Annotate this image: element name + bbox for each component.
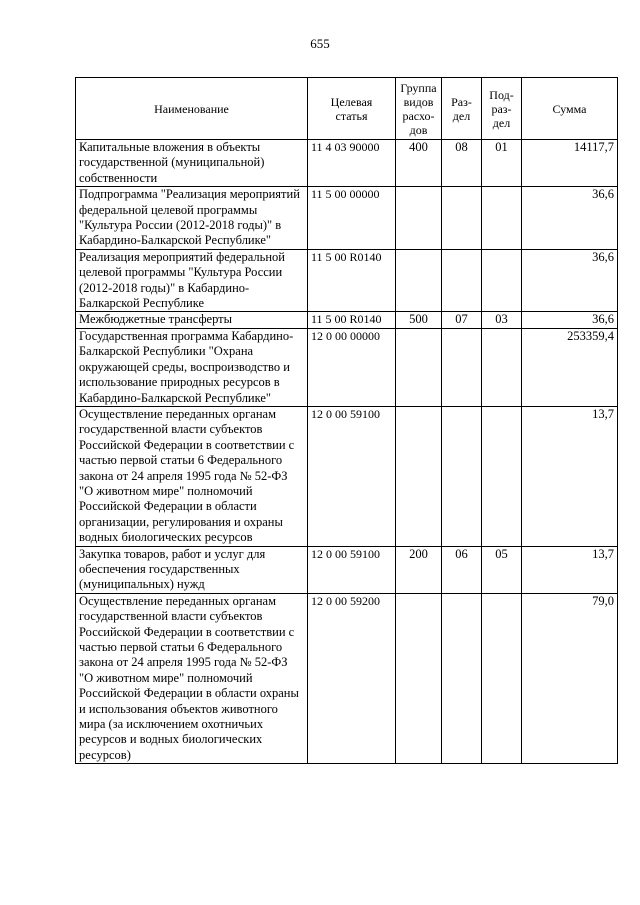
row-sum: 36,6 bbox=[522, 187, 618, 250]
header-sum: Сумма bbox=[522, 78, 618, 140]
table-row bbox=[76, 406, 618, 546]
row-name: Подпрограмма "Реализация мероприятий федеральной целевой программы "Культура России (2012-2018 годы)" в Кабардино-Балкарской Республике" bbox=[76, 187, 308, 250]
row-target: 11 4 03 90000 bbox=[308, 140, 396, 187]
row-name: Капитальные вложения в объекты государственной (муниципальной) собственности bbox=[76, 140, 308, 187]
row-name: Осуществление переданных органам государственной власти субъектов Российской Федерации в соответствии с частью первой статьи 6 Федерального закона от 24 апреля 1995 года № 52-ФЗ "О животном мире" полномочий Российской Федерации в области охраны и использования объектов животного мира (за исключением охотничьих ресурсов и водных биологических ресурсов) bbox=[76, 593, 308, 763]
header-expense-group: Группа видов расхо- дов bbox=[396, 78, 442, 140]
row-subsection: 03 bbox=[482, 312, 522, 328]
table-row bbox=[76, 187, 618, 250]
table-row bbox=[76, 593, 618, 763]
row-subsection: 05 bbox=[482, 546, 522, 593]
header-name: Наименование bbox=[76, 78, 308, 140]
row-group bbox=[396, 406, 442, 546]
row-group bbox=[396, 328, 442, 406]
row-name: Межбюджетные трансферты bbox=[76, 312, 308, 328]
row-group bbox=[396, 593, 442, 763]
row-target: 12 0 00 00000 bbox=[308, 328, 396, 406]
header-section: Раз- дел bbox=[442, 78, 482, 140]
row-section bbox=[442, 249, 482, 312]
row-section: 07 bbox=[442, 312, 482, 328]
row-section bbox=[442, 187, 482, 250]
row-group bbox=[396, 187, 442, 250]
row-subsection bbox=[482, 328, 522, 406]
header-target: Целевая статья bbox=[308, 78, 396, 140]
table-row bbox=[76, 140, 618, 187]
row-sum: 14117,7 bbox=[522, 140, 618, 187]
row-target: 11 5 00 00000 bbox=[308, 187, 396, 250]
page-number: 655 bbox=[310, 36, 330, 51]
row-subsection bbox=[482, 593, 522, 763]
row-target: 11 5 00 R0140 bbox=[308, 312, 396, 328]
header-subsection: Под- раз- дел bbox=[482, 78, 522, 140]
row-sum: 79,0 bbox=[522, 593, 618, 763]
row-sum: 36,6 bbox=[522, 312, 618, 328]
budget-table bbox=[75, 77, 618, 764]
table-row bbox=[76, 546, 618, 593]
row-target: 12 0 00 59200 bbox=[308, 593, 396, 763]
table-row bbox=[76, 328, 618, 406]
row-sum: 13,7 bbox=[522, 546, 618, 593]
row-target: 12 0 00 59100 bbox=[308, 546, 396, 593]
row-name: Государственная программа Кабардино-Балкарской Республики "Охрана окружающей среды, воспроизводство и использование природных ресурсов в Кабардино-Балкарской Республике" bbox=[76, 328, 308, 406]
row-section: 06 bbox=[442, 546, 482, 593]
row-name: Осуществление переданных органам государственной власти субъектов Российской Федерации в соответствии с частью первой статьи 6 Федерального закона от 24 апреля 1995 года № 52-ФЗ "О животном мире" полномочий Российской Федерации в области организации, регулирования и охраны водных биологических ресурсов bbox=[76, 406, 308, 546]
row-subsection: 01 bbox=[482, 140, 522, 187]
row-sum: 253359,4 bbox=[522, 328, 618, 406]
row-target: 11 5 00 R0140 bbox=[308, 249, 396, 312]
row-group: 500 bbox=[396, 312, 442, 328]
row-group bbox=[396, 249, 442, 312]
row-section bbox=[442, 593, 482, 763]
row-subsection bbox=[482, 249, 522, 312]
row-subsection bbox=[482, 187, 522, 250]
row-section: 08 bbox=[442, 140, 482, 187]
row-name: Реализация мероприятий федеральной целевой программы "Культура России (2012-2018 годы)" в Кабардино-Балкарской Республике bbox=[76, 249, 308, 312]
table-row bbox=[76, 312, 618, 328]
row-sum: 13,7 bbox=[522, 406, 618, 546]
table-row bbox=[76, 249, 618, 312]
row-sum: 36,6 bbox=[522, 249, 618, 312]
row-group: 400 bbox=[396, 140, 442, 187]
row-target: 12 0 00 59100 bbox=[308, 406, 396, 546]
row-section bbox=[442, 406, 482, 546]
row-name: Закупка товаров, работ и услуг для обеспечения государственных (муниципальных) нужд bbox=[76, 546, 308, 593]
table-header-row bbox=[76, 78, 618, 140]
row-group: 200 bbox=[396, 546, 442, 593]
row-section bbox=[442, 328, 482, 406]
row-subsection bbox=[482, 406, 522, 546]
